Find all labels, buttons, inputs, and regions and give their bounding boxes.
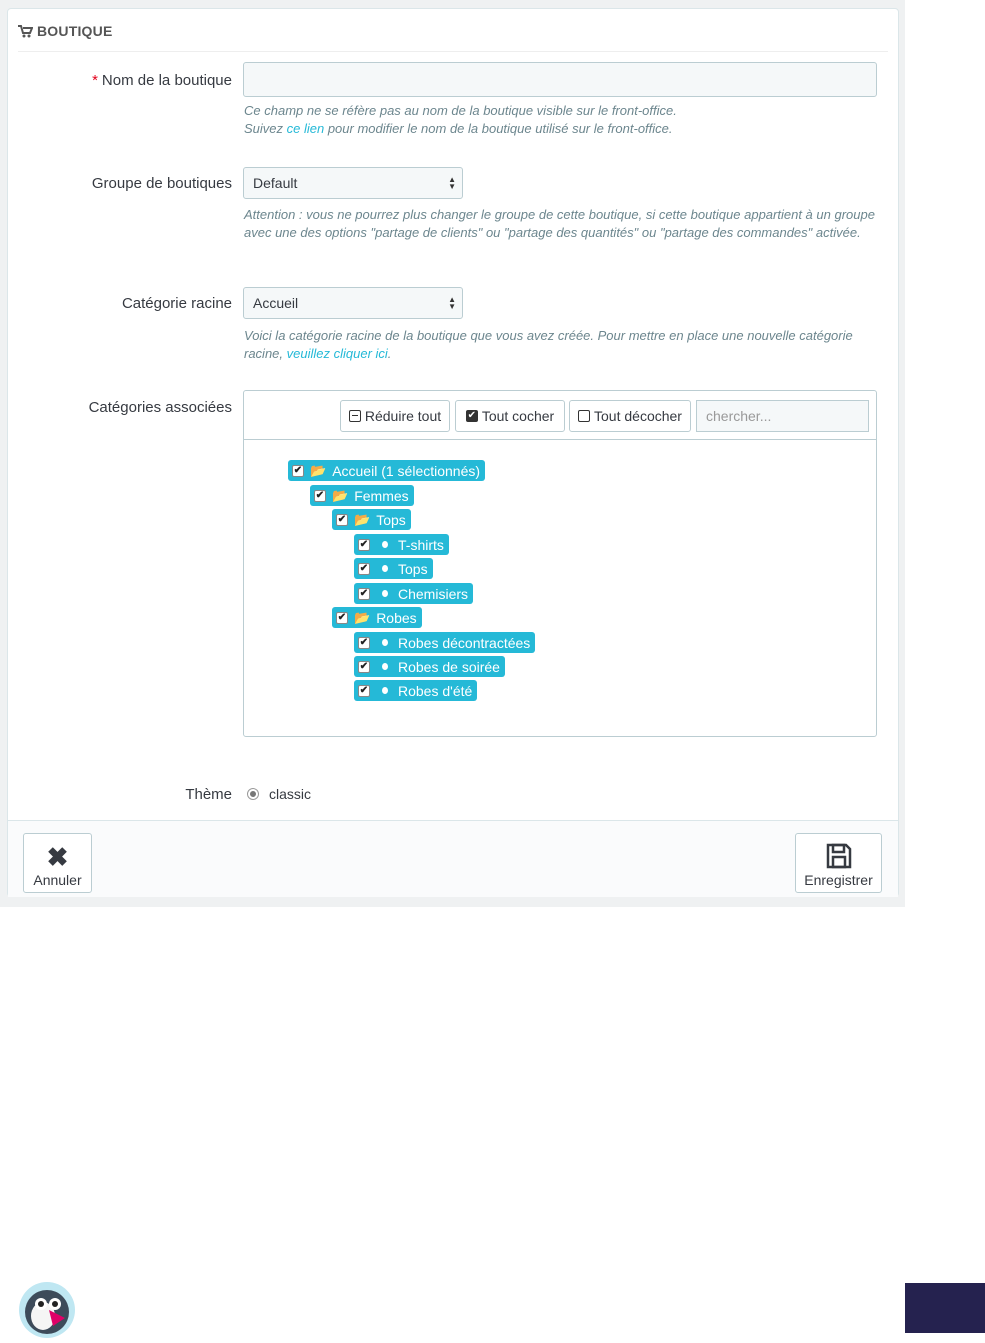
tree-toolbar [244, 391, 876, 440]
checkbox[interactable]: ✔ [359, 684, 369, 696]
node-label: Tops [376, 511, 406, 528]
radio-checked-icon[interactable] [247, 788, 259, 800]
save-button[interactable] [795, 833, 882, 893]
checkbox[interactable]: ✔ [293, 464, 303, 476]
node-label: Accueil (1 sélectionnés) [332, 462, 481, 479]
bullet-icon [382, 663, 388, 670]
node-label: Robes de soirée [398, 658, 500, 675]
folder-open-icon: 📂 [332, 487, 349, 503]
folder-open-icon: 📂 [354, 511, 371, 527]
shop-name-help-line1: Ce champ ne se réfère pas au nom de la boutique visible sur le front-office. [244, 103, 677, 118]
bullet-icon [382, 590, 388, 597]
root-category-select[interactable] [243, 287, 463, 319]
select-arrows-icon: ▲ ▼ [448, 175, 456, 191]
category-tree [243, 390, 877, 737]
bullet-icon [382, 541, 388, 548]
help-suffix: pour modifier le nom de la boutique utilisé sur le front-office. [324, 121, 673, 136]
tree-node-tshirts[interactable] [354, 534, 449, 555]
node-label: Tops [398, 560, 428, 577]
collapse-label: Réduire tout [364, 408, 442, 424]
folder-open-icon: 📂 [310, 462, 327, 478]
check-all-label: Tout cocher [481, 408, 555, 424]
shop-group-value: Default [253, 175, 298, 191]
node-label: Femmes [354, 487, 409, 504]
node-label: Robes décontractées [398, 634, 531, 651]
save-label: Enregistrer [804, 872, 873, 888]
uncheck-all-button[interactable] [569, 400, 691, 432]
bullet-icon [382, 687, 388, 694]
close-icon: ✖ [46, 842, 69, 872]
checkbox[interactable]: ✔ [359, 636, 369, 648]
select-arrows-icon: ▲ ▼ [448, 295, 456, 311]
node-label: Robes [376, 609, 417, 626]
shop-name-help [244, 102, 884, 138]
tree-node-chemisiers[interactable] [354, 583, 473, 604]
checkbox[interactable]: ✔ [359, 587, 369, 599]
checkbox[interactable]: ✔ [315, 489, 325, 501]
root-category-label: Catégorie racine [121, 295, 232, 312]
tree-node-tops-folder[interactable] [332, 509, 411, 530]
root-help-prefix: Voici la catégorie racine de la boutique que vous avez créée. Pour mettre en place une nouvelle catégorie racine, [244, 328, 853, 361]
bullet-icon [382, 639, 388, 646]
tree-node-robes-soiree[interactable] [354, 656, 505, 677]
shop-group-help: Attention : vous ne pourrez plus changer le groupe de cette boutique, si cette boutique appartient à un groupe avec une des options "partage de clients" ou "partage des quantités" ou "partage des commandes" activée. [244, 207, 875, 240]
checkbox[interactable]: ✔ [337, 513, 347, 525]
category-search-input[interactable]: chercher... [696, 400, 869, 432]
save-icon [825, 842, 853, 870]
bullet-icon [382, 565, 388, 572]
required-mark: * [92, 72, 98, 89]
root-category-value: Accueil [253, 295, 299, 311]
shop-name-label-text: Nom de la boutique [101, 72, 232, 89]
checkbox[interactable]: ✔ [359, 538, 369, 550]
panel-footer [8, 820, 898, 897]
prestashop-logo [19, 1282, 75, 1338]
checked-box-icon: ✔ [467, 410, 476, 421]
node-label: Chemisiers [398, 585, 469, 602]
root-help-suffix: . [387, 346, 392, 361]
checkbox[interactable]: ✔ [359, 562, 369, 574]
tree-node-robes-decontractees[interactable] [354, 632, 535, 653]
checkbox[interactable]: ✔ [337, 611, 347, 623]
checkbox[interactable]: ✔ [359, 660, 369, 672]
tree-node-femmes[interactable] [310, 485, 414, 506]
tree-node-robes-ete[interactable] [354, 680, 477, 701]
cancel-label: Annuler [33, 872, 82, 888]
tree-node-robes[interactable] [332, 607, 422, 628]
shop-name-link[interactable]: ce lien [286, 121, 325, 136]
cancel-button[interactable] [23, 833, 92, 893]
check-all-button[interactable] [455, 400, 565, 432]
shop-group-label: Groupe de boutiques [91, 175, 232, 192]
root-category-help [244, 327, 884, 363]
theme-label: Thème [185, 786, 232, 803]
theme-value: classic [269, 786, 312, 802]
corner-block [905, 1283, 985, 1333]
associated-categories-label: Catégories associées [88, 399, 232, 416]
collapse-icon [349, 410, 361, 422]
folder-open-icon: 📂 [354, 609, 371, 625]
shop-name-help-line2 [244, 120, 884, 138]
node-label: T-shirts [398, 536, 444, 553]
collapse-all-button[interactable] [340, 400, 450, 432]
cart-icon [18, 25, 33, 38]
shop-name-label [8, 72, 232, 89]
shop-group-select[interactable] [243, 167, 463, 199]
node-label: Robes d'été [398, 682, 473, 699]
panel-title: BOUTIQUE [37, 23, 113, 39]
theme-option[interactable] [247, 786, 311, 802]
tree-node-tops[interactable] [354, 558, 433, 579]
help-prefix: Suivez [244, 121, 287, 136]
unchecked-box-icon [578, 410, 590, 422]
tree-node-accueil[interactable] [288, 460, 485, 481]
root-category-link[interactable]: veuillez cliquer ici [286, 346, 388, 361]
shop-name-input[interactable] [243, 62, 877, 97]
panel-heading [18, 19, 888, 52]
uncheck-all-label: Tout décocher [594, 408, 682, 424]
